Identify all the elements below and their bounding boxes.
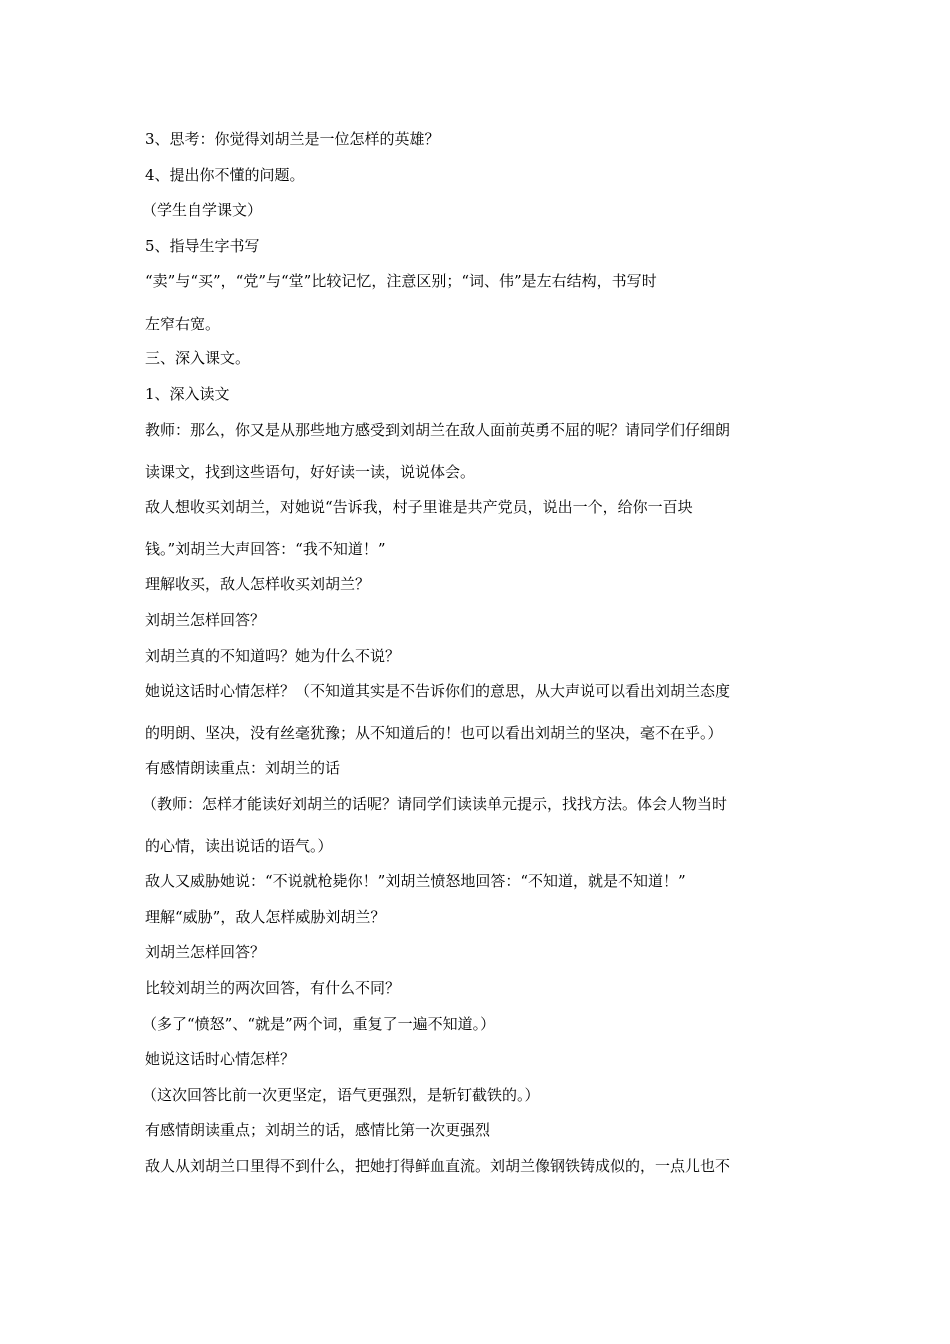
text-line: 敌人从刘胡兰口里得不到什么，把她打得鲜血直流。刘胡兰像钢铁铸成似的，一点儿也不 [145,1157,731,1175]
text-line: 的心情，读出说话的语气。） [145,837,333,855]
text-line: 1、深入读文 [145,385,230,403]
text-line: 敌人又威胁她说：“不说就枪毙你！”刘胡兰愤怒地回答：“不知道，就是不知道！” [145,872,686,890]
text-line: 刘胡兰怎样回答？ [145,943,266,961]
text-line: 理解收买，敌人怎样收买刘胡兰？ [145,575,371,593]
text-line: 5、指导生字书写 [145,237,260,255]
text-line: 她说这话时心情怎样？ [145,1050,296,1068]
text-line: 理解“威胁”，敌人怎样威胁刘胡兰？ [145,908,386,926]
text-line: 读课文，找到这些语句，好好读一读，说说体会。 [145,463,476,481]
text-line: 左窄右宽。 [145,315,221,333]
text-line: （学生自学课文） [142,201,263,219]
text-line: 教师：那么，你又是从那些地方感受到刘胡兰在敌人面前英勇不屈的呢？请同学们仔细朗 [145,421,731,439]
text-line: （教师：怎样才能读好刘胡兰的话呢？请同学们读读单元提示，找找方法。体会人物当时 [142,795,728,813]
text-line: 刘胡兰真的不知道吗？她为什么不说？ [145,647,401,665]
text-line: 比较刘胡兰的两次回答，有什么不同？ [145,979,401,997]
text-line: （多了“愤怒”、“就是”两个词，重复了一遍不知道。） [142,1015,496,1033]
text-line: 她说这话时心情怎样？（不知道其实是不告诉你们的意思，从大声说可以看出刘胡兰态度 [145,682,731,700]
text-line: 敌人想收买刘胡兰，对她说“告诉我，村子里谁是共产党员，说出一个，给你一百块 [145,498,693,516]
text-line: 刘胡兰怎样回答？ [145,611,266,629]
text-line: （这次回答比前一次更坚定，语气更强烈，是斩钉截铁的。） [142,1086,540,1104]
section-heading: 三、深入课文。 [145,349,251,367]
text-line: 4、提出你不懂的问题。 [145,166,305,184]
text-line: 3、思考：你觉得刘胡兰是一位怎样的英雄？ [145,130,440,148]
text-line: 的明朗、坚决，没有丝毫犹豫；从不知道后的！也可以看出刘胡兰的坚决，毫不在乎。） [145,724,723,742]
document-page [142,0,809,1344]
text-line: “卖”与“买”，“党”与“堂”比较记忆，注意区别；“词、伟”是左右结构，书写时 [145,272,657,290]
text-line: 钱。”刘胡兰大声回答：“我不知道！” [145,540,386,558]
text-line: 有感情朗读重点：刘胡兰的话 [145,759,341,777]
text-line: 有感情朗读重点；刘胡兰的话，感情比第一次更强烈 [145,1121,491,1139]
